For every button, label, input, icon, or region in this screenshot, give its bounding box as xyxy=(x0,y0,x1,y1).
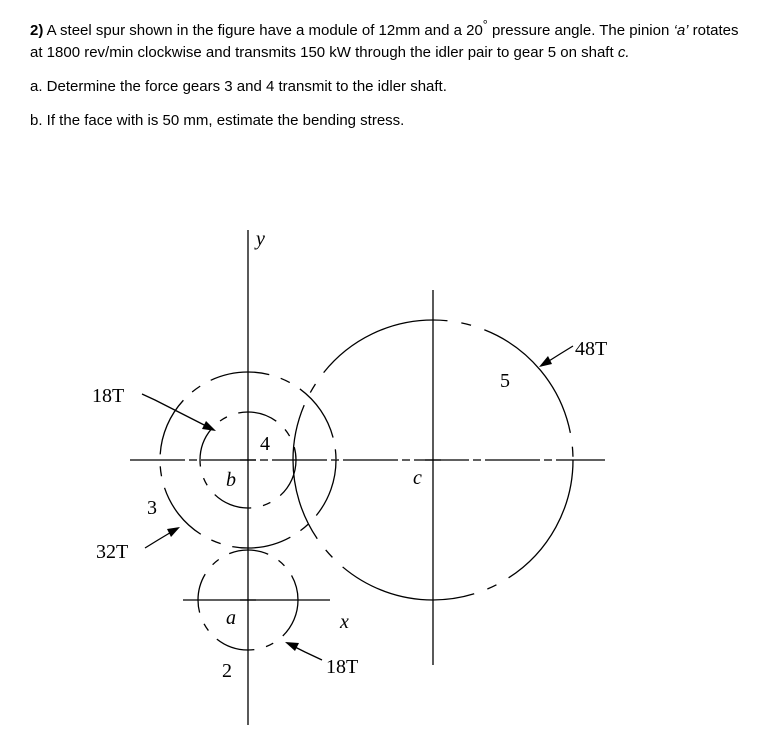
arrowhead-18t-lower xyxy=(285,642,299,651)
part-b: b. If the face with is 50 mm, estimate the bending stress. xyxy=(30,112,405,129)
teeth-label-18t-lower: 18T xyxy=(326,656,359,678)
intro-text-3: rotates at 1800 rev/min clockwise and transmits 150 kW through the idler pair to gear 5 on shaft xyxy=(30,22,739,61)
leader-18t-upper xyxy=(142,394,214,430)
gear-label-4: 4 xyxy=(260,433,270,455)
teeth-label-32t: 32T xyxy=(96,541,129,563)
shaft-label: c. xyxy=(617,44,630,61)
shaft-label-a: a xyxy=(226,607,236,629)
arrowhead-48t xyxy=(539,356,552,367)
problem-number: 2) xyxy=(30,22,44,39)
pinion-label: ‘a’ xyxy=(673,22,689,39)
gear-label-2: 2 xyxy=(222,660,232,682)
shaft-label-b: b xyxy=(226,469,236,491)
teeth-label-18t-upper: 18T xyxy=(92,385,125,407)
shaft-label-c: c xyxy=(413,467,422,489)
intro-text-1: A steel spur shown in the figure have a module of 12mm and a 20 xyxy=(43,22,483,39)
intro-text-2: pressure angle. The pinion xyxy=(487,22,674,39)
arrowhead-18t-upper xyxy=(202,421,216,431)
gear-label-3: 3 xyxy=(147,497,157,519)
axis-label-y: y xyxy=(256,228,265,250)
axis-label-x: x xyxy=(340,611,349,633)
gear-label-5: 5 xyxy=(500,370,510,392)
arrowhead-32t xyxy=(167,527,180,537)
degree-symbol: ° xyxy=(482,18,488,32)
teeth-label-48t: 48T xyxy=(575,338,608,360)
part-a: a. Determine the force gears 3 and 4 transmit to the idler shaft. xyxy=(30,78,447,95)
